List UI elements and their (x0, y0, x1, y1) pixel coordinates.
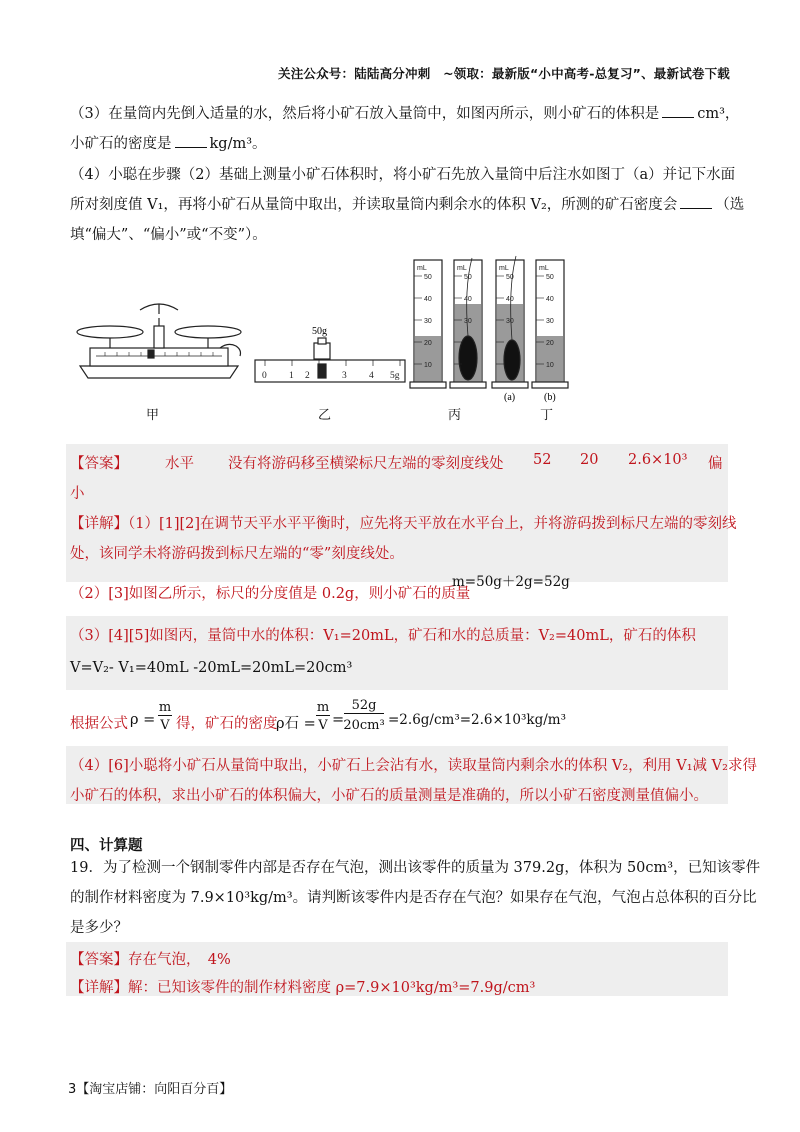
section-title: 四、计算题 (70, 838, 143, 854)
answer-blank (662, 105, 694, 118)
q3-line2 (70, 132, 267, 153)
answer-blank (680, 196, 712, 209)
weight-label: 50g (312, 326, 327, 337)
ruler-tick-4: 4 (369, 371, 374, 381)
cyl-tick: 40 (424, 296, 432, 303)
sub-label-a: (a) (504, 392, 516, 403)
rho-stone-symbol: ρ石 = (276, 716, 316, 732)
detail-p4-prefix: 根据公式 (70, 716, 128, 732)
cyl-unit: mL (457, 265, 467, 272)
cyl-tick: 50 (464, 274, 472, 281)
ruler-tick-5: 5g (390, 371, 400, 381)
fraction-20cm3: 20cm³ (343, 718, 385, 733)
ruler-tick-0: 0 (262, 371, 267, 381)
answer-6: 偏 (708, 456, 723, 472)
q4-text: 所对刻度值 V₁，再将小矿石从量筒中取出，并读取量筒内剩余水的体积 V₂，所测的矿石密度会 (70, 197, 678, 213)
ruler-tick-3: 3 (342, 371, 347, 381)
answer-3: 52 (533, 452, 552, 468)
q4-line1: （4）小聪在步骤（2）基础上测量小矿石体积时，将小矿石先放入量筒中后注水如图丁（a）并记下水面 (70, 167, 736, 183)
detail-p3: （3）[4][5]如图丙，量筒中水的体积：V₁=20mL，矿石和水的总质量：V₂=40mL，矿石的体积 (70, 628, 696, 644)
density-result: =2.6g/cm³=2.6×10³kg/m³ (388, 712, 567, 728)
sub-label-b: (b) (544, 392, 556, 403)
cyl-tick: 10 (424, 362, 432, 369)
cyl-tick: 50 (546, 274, 554, 281)
answer-2: 没有将游码移至横梁标尺左端的零刻度线处 (228, 456, 504, 472)
graduated-cylinders (410, 256, 568, 388)
weight-and-scale (255, 338, 405, 382)
cyl-unit: mL (539, 265, 549, 272)
cyl-tick: 10 (546, 362, 554, 369)
answer-6-cont: 小 (70, 486, 85, 502)
cyl-tick: 50 (506, 274, 514, 281)
q4-text: （选 (715, 197, 745, 213)
ruler-tick-1: 1 (289, 371, 294, 381)
figure-label-jia: 甲 (146, 408, 160, 423)
fraction-denominator: V (160, 718, 170, 733)
cyl-tick: 40 (506, 296, 514, 303)
detail-p4-mid: 得，矿石的密度 (176, 716, 278, 732)
q4-line2 (70, 193, 744, 214)
detail-p3-formula: V=V₂- V₁=40mL -20mL=20mL=20cm³ (70, 660, 353, 676)
fraction-denominator: V (318, 718, 328, 733)
cyl-tick: 50 (424, 274, 432, 281)
unit-text: kg/m³。 (209, 136, 267, 152)
fraction-52g: 52g (344, 698, 384, 714)
q3-line1 (70, 102, 739, 123)
cyl-unit: mL (417, 265, 427, 272)
q3-text: （3）在量筒内先倒入适量的水，然后将小矿石放入量筒中，如图丙所示，则小矿石的体积是 (70, 106, 660, 122)
detail-p2: （2）[3]如图乙所示，标尺的分度值是 0.2g，则小矿石的质量 (70, 586, 471, 602)
answer19-tag: 【答案】 (70, 952, 128, 968)
cyl-tick: 20 (546, 340, 554, 347)
detail-p1-line1 (70, 512, 737, 533)
detail19-tag: 【详解】 (70, 980, 128, 996)
cyl-tick: 30 (506, 318, 514, 325)
q19-line1: 19．为了检测一个钢制零件内部是否存在气泡，测出该零件的质量为 379.2g，体积为 50cm³，已知该零件 (70, 860, 761, 876)
detail-p1-line2: 处，该同学未将游码拨到标尺左端的“零”刻度线处。 (70, 546, 404, 562)
fraction-numerator: m (316, 700, 330, 715)
page-footer: 3【淘宝店铺：向阳百分百】 (68, 1082, 233, 1097)
answer-row (0, 452, 800, 472)
q19-line3: 是多少？ (70, 920, 128, 936)
q19-line2: 的制作材料密度为 7.9×10³kg/m³。请判断该零件内是否存在气泡？如果存在气泡，气泡占总体积的百分比 (70, 890, 757, 906)
ruler-tick-2: 2 (305, 371, 310, 381)
cyl-tick: 30 (546, 318, 554, 325)
figure-label-ding: 丁 (540, 408, 554, 423)
detail-p2-formula: m=50g＋2g=52g (452, 574, 570, 590)
cyl-tick: 20 (424, 340, 432, 347)
balance-illustration (77, 304, 241, 378)
page-header: 关注公众号：陆陆高分冲刺 ~领取：最新版“小中高考-总复习”、最新试卷下载 (278, 66, 730, 81)
answer19-text: 存在气泡， 4% (128, 952, 231, 968)
answer19 (70, 948, 231, 969)
detail-p5-line2: 小矿石的体积，求出小矿石的体积偏大，小矿石的质量测量是准确的，所以小矿石密度测量值偏小。 (70, 788, 708, 804)
q3-text: 小矿石的密度是 (70, 136, 172, 152)
cyl-tick: 30 (424, 318, 432, 325)
equals-sign: = (332, 712, 345, 728)
rho-symbol: ρ = (130, 712, 156, 728)
figure-label-yi: 乙 (318, 408, 332, 423)
cyl-tick: 40 (546, 296, 554, 303)
answer-tag: 【答案】 (70, 456, 128, 472)
detail-tag: 【详解】 (70, 516, 128, 532)
fraction-numerator: m (158, 700, 172, 715)
answer-blank (175, 135, 207, 148)
cyl-unit: mL (499, 265, 509, 272)
unit-text: cm³， (697, 106, 740, 122)
q4-line3: 填“偏大”、“偏小”或“不变”）。 (70, 227, 267, 243)
cyl-tick: 40 (464, 296, 472, 303)
experiment-figure (60, 248, 580, 423)
answer-4: 20 (580, 452, 599, 468)
answer-5: 2.6×10³ (628, 452, 688, 468)
figure-label-bing: 丙 (448, 408, 462, 423)
detail-p5-line1: （4）[6]小聪将小矿石从量筒中取出，小矿石上会沾有水，读取量筒内剩余水的体积 V₂，利用 V₁减 V₂求得 (70, 758, 757, 774)
detail19 (70, 976, 535, 997)
cyl-tick: 30 (464, 318, 472, 325)
detail19-text: 解：已知该零件的制作材料密度 ρ=7.9×10³kg/m³=7.9g/cm³ (128, 980, 536, 996)
detail-text: （1）[1][2]在调节天平水平平衡时，应先将天平放在水平台上，并将游码拨到标尺左端的零刻线 (128, 516, 737, 532)
answer-1: 水平 (165, 456, 194, 472)
